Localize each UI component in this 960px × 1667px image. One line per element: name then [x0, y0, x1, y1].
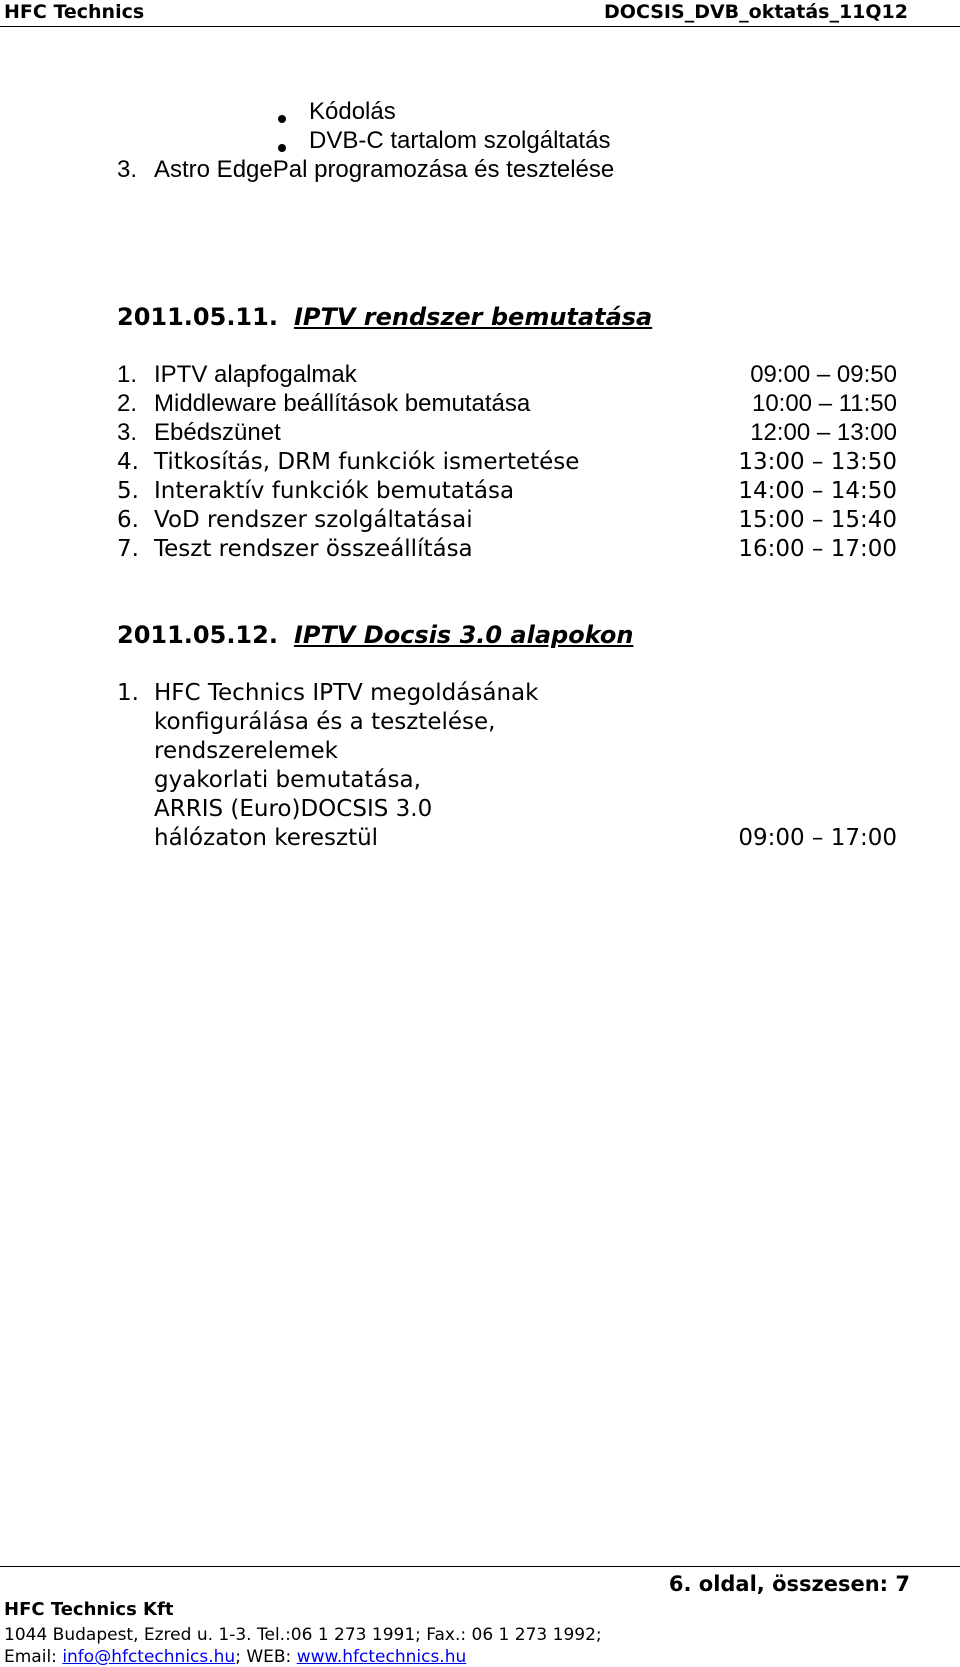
bullet-icon: [278, 144, 286, 152]
email-link[interactable]: info@hfctechnics.hu: [62, 1647, 236, 1667]
row-text: Interaktív funkciók bemutatása: [154, 478, 515, 504]
footer-contact: [4, 1647, 466, 1667]
day1-topic: IPTV rendszer bemutatása: [293, 303, 653, 331]
row-text: Titkosítás, DRM funkciók ismertetése: [154, 449, 580, 475]
page-info: 6. oldal, összesen: 7: [668, 1572, 910, 1596]
day2-item-line: hálózaton keresztül: [154, 825, 379, 851]
row-time: 15:00 – 15:40: [738, 507, 897, 533]
footer-company: HFC Technics Kft: [4, 1599, 174, 1620]
row-time: 16:00 – 17:00: [738, 536, 897, 562]
day2-heading: [117, 620, 633, 650]
footer-divider: [0, 1566, 960, 1567]
schedule-row: [117, 418, 897, 448]
row-time: 13:00 – 13:50: [738, 449, 897, 475]
bullet-item: Kódolás: [309, 98, 396, 125]
day2-date: 2011.05.12.: [117, 621, 278, 649]
day2-item-line: gyakorlati bemutatása,: [154, 767, 421, 793]
day2-item-line: rendszerelemek: [154, 738, 338, 764]
day2-item-number: 1.: [117, 680, 139, 706]
day2-topic: IPTV Docsis 3.0 alapokon: [293, 621, 634, 649]
day1-heading: [117, 302, 652, 332]
schedule-row: [117, 505, 897, 535]
day2-item-line: HFC Technics IPTV megoldásának: [154, 680, 539, 706]
schedule-row: [117, 476, 897, 506]
row-text: Middleware beállítások bemutatása: [154, 390, 531, 417]
row-time: 12:00 – 13:00: [750, 419, 897, 446]
row-number: 2.: [117, 390, 138, 417]
schedule-row: [117, 389, 897, 419]
row-number: 5.: [117, 478, 139, 504]
top-item-text: Astro EdgePal programozása és tesztelése: [154, 156, 615, 183]
schedule-row: [117, 534, 897, 564]
row-number: 6.: [117, 507, 139, 533]
footer-address: 1044 Budapest, Ezred u. 1-3. Tel.:06 1 273 1991; Fax.: 06 1 273 1992;: [4, 1625, 602, 1645]
top-item-number: 3.: [117, 156, 138, 183]
header-company: HFC Technics: [4, 1, 145, 23]
header-divider: [0, 26, 960, 27]
day1-date: 2011.05.11.: [117, 303, 278, 331]
row-number: 1.: [117, 361, 138, 388]
bullet-icon: [278, 115, 286, 123]
day2-item-line: konfigurálása és a tesztelése,: [154, 709, 496, 735]
row-text: VoD rendszer szolgáltatásai: [154, 507, 473, 533]
web-label: ; WEB:: [235, 1647, 292, 1667]
row-number: 7.: [117, 536, 139, 562]
row-text: Teszt rendszer összeállítása: [154, 536, 473, 562]
row-time: 14:00 – 14:50: [738, 478, 897, 504]
row-text: Ebédszünet: [154, 419, 281, 446]
row-number: 4.: [117, 449, 139, 475]
bullet-item: DVB-C tartalom szolgáltatás: [309, 127, 611, 154]
day2-item-line: ARRIS (Euro)DOCSIS 3.0: [154, 796, 433, 822]
schedule-row: [117, 447, 897, 477]
email-label: Email:: [4, 1647, 57, 1667]
row-time: 10:00 – 11:50: [751, 390, 897, 417]
row-number: 3.: [117, 419, 138, 446]
header-doc-title: DOCSIS_DVB_oktatás_11Q12: [604, 1, 908, 23]
schedule-row: [117, 360, 897, 390]
row-text: IPTV alapfogalmak: [154, 361, 357, 388]
web-link[interactable]: www.hfctechnics.hu: [296, 1647, 467, 1667]
day2-item-time: 09:00 – 17:00: [738, 825, 897, 851]
row-time: 09:00 – 09:50: [750, 361, 897, 388]
